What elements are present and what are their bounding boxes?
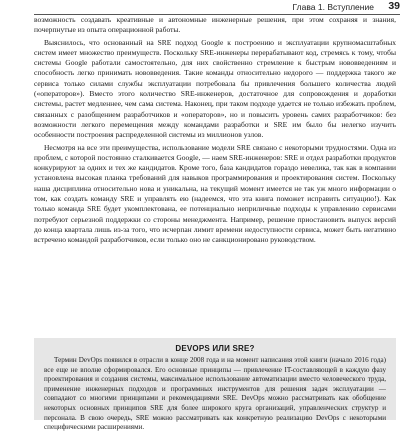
sidebar-box bbox=[34, 338, 396, 432]
paragraph-continued: возможность создавать креативные и автономные инженерные решения, при этом сохраняя и знания, почерпнутые из опыта операционной работы. bbox=[34, 15, 396, 35]
sidebar-title: DEVOPS ИЛИ SRE? bbox=[175, 344, 255, 353]
chapter-title: Глава 1. Вступление bbox=[292, 2, 374, 12]
page-header bbox=[34, 0, 400, 15]
body-text bbox=[34, 15, 396, 246]
page-number: 39 bbox=[388, 0, 400, 12]
paragraph: Выяснилось, что основанный на SRE подход Google к построению и эксплуатации крупномасштабных систем имеет множество преимуществ. Поскольку SRE-инженеры перерабатывают код, стремясь к тому, чтобы системы Google работали самостоятельно, для них свойственно стремление к быстрым нововведениям и способность легко принимать нововведения. Такие команды относительно недорого — поддержка такого же сервиса только силами службы эксплуатации потребовала бы привлечения большего количества людей («операторов»). Вместо этого количество SRE-инженеров, достаточное для сопровождения и доработки системы, растет медленнее, чем сама система. Наконец, при таком подходе удается не только избежать проблем, связанных с разобщением разработчиков и «операторов», но и повысить уровень самих разработчиков: без возможности легкого перемещения между командами разработки и SRE им было бы нелегко изучить особенности построения распределенной системы из миллионов узлов. bbox=[34, 37, 396, 140]
paragraph: Несмотря на все эти преимущества, использование модели SRE связано с некоторыми трудностями. Одна из проблем, с которой постоянно сталкивается Google, — наем SRE-инженеров: SRE и отдел разработки продуктов конкурируют за одних и тех же кандидатов. Кроме того, база кандидатов гораздо невелика, так как в компании установлена высокая планка требований для навыков программирования и проектирования систем. Поскольку наша дисциплина относительно нова и уникальна, на текущий момент имеется не так уж много информации о том, как создать команду SRE и управлять ею (надеемся, что эта книга поможет исправить ситуацию!). Как только команда SRE будет укомплектована, ее потенциально неприличные подходы к управлению сервисами потребуют серьезной поддержки со стороны менеджмента. Например, решение приостановить выпуск версий до конца квартала лишь из-за того, что исчерпан лимит времени недоступности сервиса, может быть негативно встречено командой разработчиков, если только оно не санкционировано руководством. bbox=[34, 142, 396, 245]
sidebar-text: Термин DevOps появился в отрасли в конце 2008 года и на момент написания этой книги (начало 2016 года) все еще не вполне сформировался. Его основные принципы — привлечение IT-составляющей в каждую фазу проектирования и создания системы, максимальное использование автоматизации вместо человеческого труда, применение инженерных подходов и программных инструментов для решения задач эксплуатации — совпадают со многими принципами и рекомендациями SRE. DevOps можно рассматривать как обобщение некоторых основных принципов SRE для более широкого круга организаций, управленческих структур и персонала. В свою очередь, SRE можно рассматривать как конкретную реализацию DevOps с некоторыми специфическими расширениями. bbox=[44, 356, 386, 432]
